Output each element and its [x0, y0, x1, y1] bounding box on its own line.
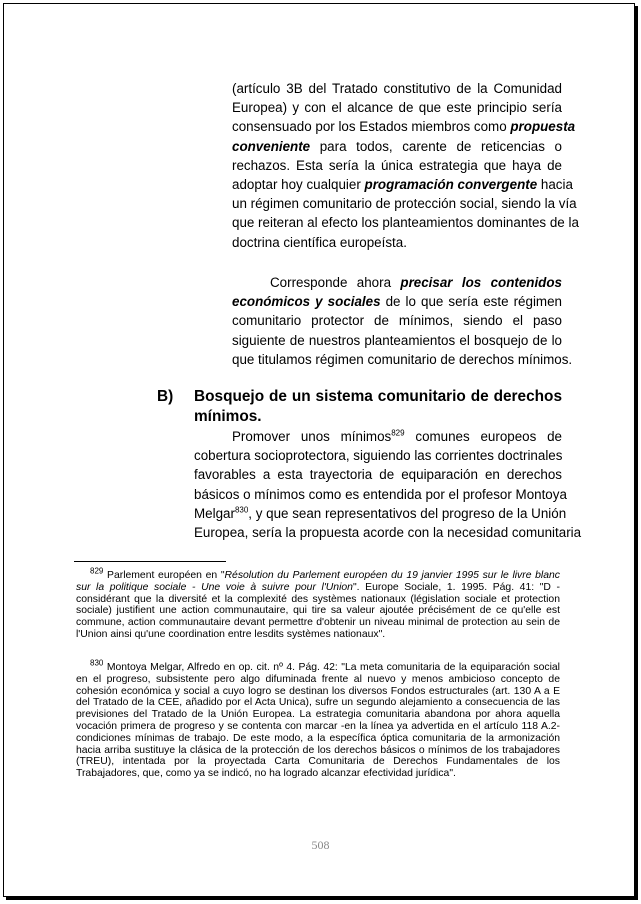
footnote-line: condiciones mínimas de trabajo. De este modo, a la específica óptica comunitaria de la armonización: [76, 732, 560, 744]
footnote-829: [76, 566, 560, 641]
paragraph-3-line: favorables a esta trayectoria de equiparación en derechos: [194, 467, 562, 483]
footnote-line: vocación primera de progreso y se contenta con marcar -en la línea ya advertida en el artículo 118 A.2-: [76, 720, 560, 732]
section-heading: [194, 387, 562, 427]
para1-line: rechazos. Esta sería la única estrategia que haya de: [232, 157, 562, 173]
para2-line: Corresponde ahora precisar los contenidos: [270, 275, 562, 290]
para1-line: consensuado por los Estados miembros como propuesta: [232, 119, 576, 135]
footnote-line: commune, action communautaire devant permettre d'obtenir un niveau minimal de protection au sein de: [76, 617, 560, 629]
footnote-line: sur la politique sociale - Une voie à suivre pour l'Union". Europe Sociale, 1. 1995. Pág. 41: "D -: [76, 581, 560, 593]
para1-line: un régimen comunitario de protección social, siendo la vía: [232, 196, 577, 212]
paragraph-3-line: Europea, sería la propuesta acorde con la necesidad comunitaria: [194, 524, 582, 540]
footnote-line: $^{829}$ Parlement européen en "Résolution du Parlement européen du 19 janvier 1995 sur le livre blanc: [90, 566, 560, 581]
footnote-line: $^{830}$ Montoya Melgar, Alfredo en op. cit. nº 4. Pág. 42: "La meta comunitaria de la equiparación social: [90, 658, 560, 673]
footnote-830: [76, 658, 560, 780]
para1-line: conveniente para todos, carente de reticencias o: [232, 138, 562, 154]
footnote-line: considérant que la diversité et la complexité des systèmes nationaux (législation sociale et protection: [76, 593, 560, 605]
footnote-line: l'Union ainsi qu'une coordination entre lesdits systèmes nationaux".: [76, 628, 386, 640]
paragraph-3-line: cobertura socioprotectora, siguiendo las corrientes doctrinales: [194, 448, 563, 464]
paragraph-2: [232, 273, 573, 369]
emphasis-text: programación convergente: [364, 176, 538, 192]
page-number: 508: [311, 838, 330, 852]
footnote-line: previsiones del Tratado de la Unión Europea. La estrategia comunitaria abandona por ahora aquella: [76, 709, 560, 721]
footnote-line: Trabajadores, que, como ya se indicó, no ha logrado alcanzar efectividad jurídica".: [76, 768, 456, 780]
emphasis-text: precisar los contenidos: [400, 275, 562, 290]
footnote-line: sociale) justifient une action communautaire, qui tire sa valeur ajoutée précisément de ce qu'elle est: [76, 605, 560, 617]
footnote-separator: [74, 561, 226, 562]
footnote-ref-829[interactable]: 829: [391, 428, 405, 438]
para2-line: siguiente de nuestros planteamientos el bosquejo de lo: [232, 332, 562, 348]
paragraph-1: [232, 79, 579, 252]
paragraph-3-line: Promover unos mínimos$^{829}$ comunes europeos de: [232, 428, 562, 444]
footnote-ref-830[interactable]: 830: [234, 505, 249, 515]
para2-line: que titulamos régimen comunitario de derechos mínimos.: [232, 351, 573, 367]
footnote-line: hacia arriba sustituye la clásica de la protección de los derechos básicos o mínimos de los trabajadores: [76, 744, 560, 756]
emphasis-text: económicos y sociales: [232, 294, 381, 310]
emphasis-text: conveniente: [232, 138, 311, 154]
paragraph-3-line: básicos o mínimos como es entendida por el profesor Montoya: [194, 486, 567, 502]
footnote-line: del Tratado de la CEE, añadido por el Acta Unica), sufre un segundo alejamiento a consecuencia de las: [76, 697, 560, 709]
paragraph-3-line: Melgar$^{830}$, y que sean representativos del progreso de la Unión: [194, 505, 567, 521]
para2-line: económicos y sociales de lo que sería este régimen: [232, 294, 562, 310]
section-heading-line-1: Bosquejo de un sistema comunitario de derechos: [194, 388, 562, 405]
para1-line: adoptar hoy cualquier programación convergente hacia: [232, 176, 573, 192]
footnote-line: cohesión económica y social a cuyo logro se destinan los diversos Fondos estructurales (art. 130 A a E: [76, 685, 560, 697]
paragraph-3: [194, 427, 582, 542]
para1-line: que reiteran al efecto los planteamientos dominantes de la: [232, 215, 579, 231]
section-letter: B): [157, 388, 174, 405]
para1-line: (artículo 3B del Tratado constitutivo de la Comunidad: [232, 81, 562, 96]
para1-line: doctrina científica europeísta.: [232, 234, 407, 250]
footnote-line: en el progreso, subsistente pero algo difuminada frente al nuevo y menos ambicioso concepto de: [76, 673, 560, 685]
section-heading-line-2: mínimos.: [194, 408, 262, 425]
footnote-number: 830: [90, 658, 104, 668]
emphasis-text: propuesta: [510, 119, 576, 135]
para1-line: Europea) y con el alcance de que este principio sería: [232, 100, 562, 116]
footnote-number: 829: [90, 566, 104, 576]
para2-line: comunitario protector de mínimos, siendo el paso: [232, 313, 562, 329]
footnote-line: (TREU), intentada por la proyectada Carta Comunitaria de Derechos Fundamentales de los: [76, 756, 560, 768]
